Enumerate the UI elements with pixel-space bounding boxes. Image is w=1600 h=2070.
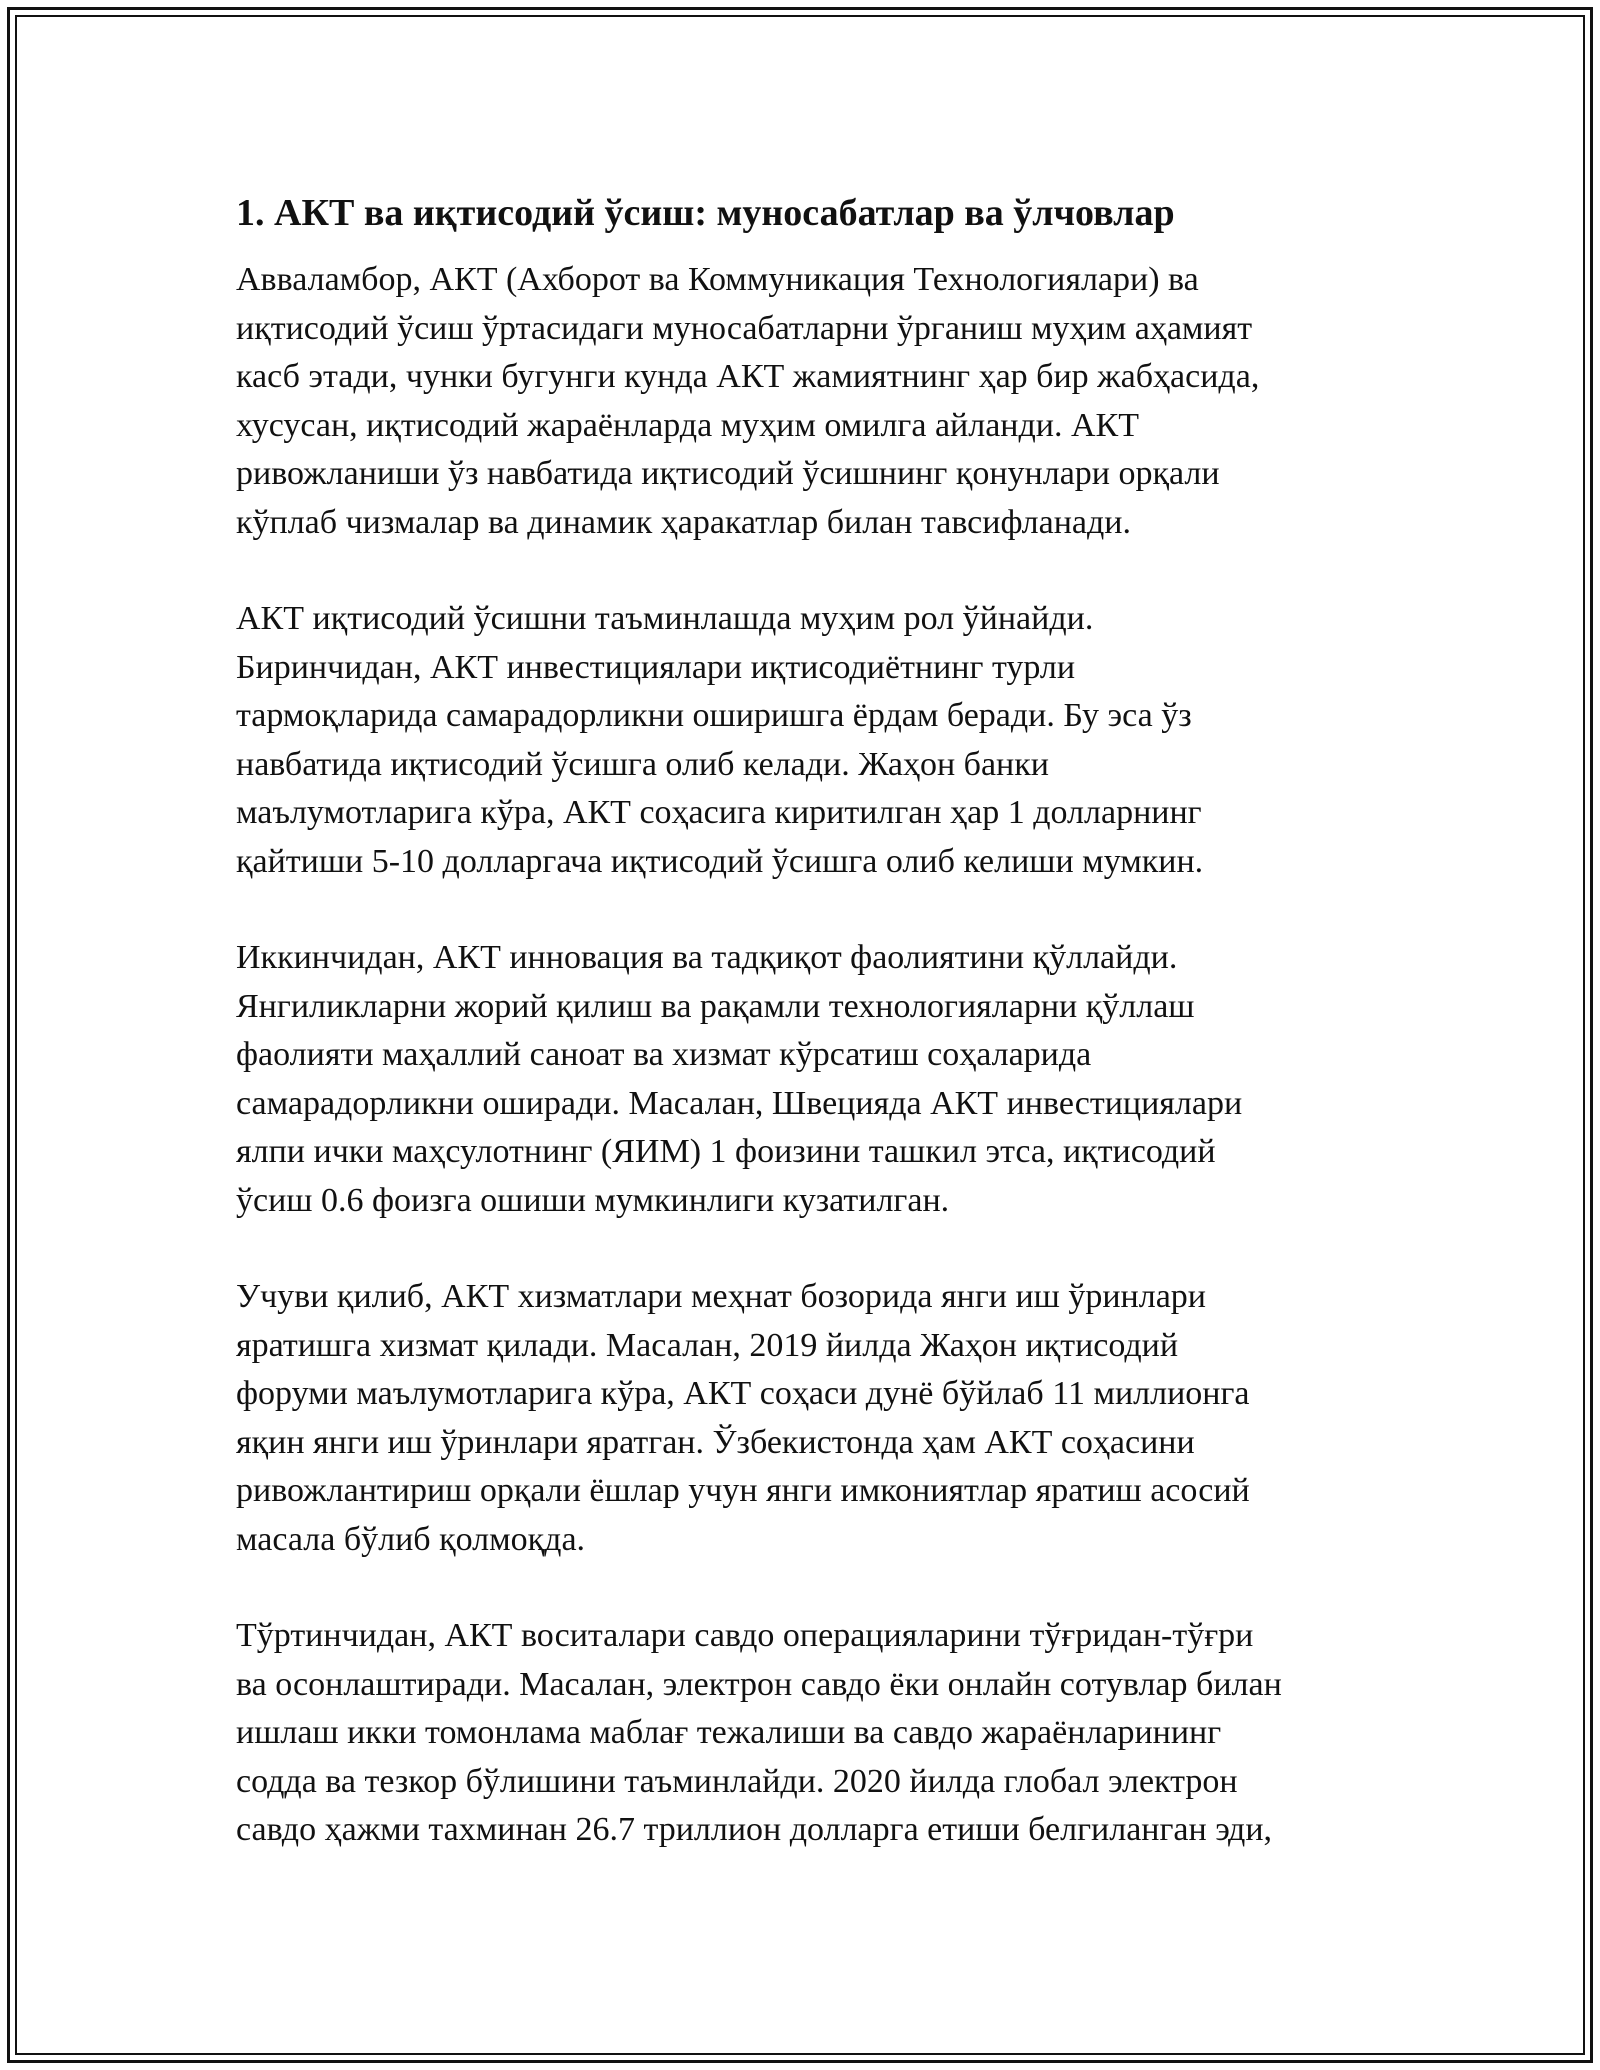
heading-spacer <box>236 238 1386 256</box>
text-line: масала бўлиб қолмоқда. <box>236 1520 586 1558</box>
text-line: яратишга хизмат қилади. Масалан, 2019 йилда Жаҳон иқтисодий <box>236 1326 1179 1364</box>
text-line: Иккинчидан, АКТ инновация ва тадқиқот фаолиятини қўллайди. <box>236 939 1178 976</box>
text-line: АКТ иқтисодий ўсишни таъминлашда муҳим рол ўйнайди. <box>236 600 1094 637</box>
text-line: иқтисодий ўсиш ўртасидаги муносабатларни ўрганиш муҳим аҳамият <box>236 309 1253 347</box>
text-line: Янгиликларни жорий қилиш ва рақамли технологияларни қўллаш <box>236 987 1195 1025</box>
paragraph-2 <box>236 595 1386 886</box>
text-line: касб этади, чунки бугунги кунда АКТ жамиятнинг ҳар бир жабҳасида, <box>236 358 1260 395</box>
text-line: Учуви қилиб, АКТ хизматлари меҳнат бозорида янги иш ўринлари <box>236 1278 1206 1315</box>
paragraph-5 <box>236 1612 1386 1855</box>
text-line: ялпи ички маҳсулотнинг (ЯИМ) 1 фоизини ташкил этса, иқтисодий <box>236 1133 1216 1170</box>
text-line: маълумотларига кўра, АКТ соҳасига киритилган ҳар 1 долларнинг <box>236 794 1202 831</box>
paragraph-1 <box>236 256 1386 547</box>
text-line: савдо ҳажми тахминан 26.7 триллион долларга етиши белгиланган эди, <box>236 1811 1273 1848</box>
paragraph-3 <box>236 934 1386 1225</box>
text-line: Тўртинчидан, АКТ воситалари савдо операцияларини тўғридан-тўғри <box>236 1617 1254 1654</box>
text-line: самарадорликни оширади. Масалан, Швецияда АКТ инвестициялари <box>236 1084 1243 1122</box>
text-line: навбатида иқтисодий ўсишга олиб келади. Жаҳон банки <box>236 745 1049 783</box>
text-line: Биринчидан, АКТ инвестициялари иқтисодиётнинг турли <box>236 648 1076 686</box>
text-line: қайтиши 5-10 долларгача иқтисодий ўсишга олиб келиши мумкин. <box>236 842 1204 880</box>
text-line: ишлаш икки томонлама маблағ тежалиши ва савдо жараёнларининг <box>236 1714 1222 1751</box>
text-line: яқин янги иш ўринлари яратган. Ўзбекистонда ҳам АКТ соҳасини <box>236 1423 1195 1461</box>
paragraph-4 <box>236 1273 1386 1564</box>
text-line: хусусан, иқтисодий жараёнларда муҳим омилга айланди. АКТ <box>236 406 1139 444</box>
text-line: фаолияти маҳаллий саноат ва хизмат кўрсатиш соҳаларида <box>236 1036 1092 1073</box>
text-line: ва осонлаштиради. Масалан, электрон савдо ёки онлайн сотувлар билан <box>236 1665 1282 1703</box>
text-line: содда ва тезкор бўлишини таъминлайди. 2020 йилда глобал электрон <box>236 1762 1238 1800</box>
text-line: тармоқларида самарадорликни оширишга ёрдам беради. Бу эса ўз <box>236 697 1192 734</box>
text-line: ривожлантириш орқали ёшлар учун янги имкониятлар яратиш асосий <box>236 1472 1250 1509</box>
text-line: ўсиш 0.6 фоизга ошиши мумкинлиги кузатилган. <box>236 1181 950 1219</box>
document-body <box>236 188 1386 1855</box>
text-line: ривожланиши ўз навбатида иқтисодий ўсишнинг қонунлари орқали <box>236 455 1220 492</box>
text-line: кўплаб чизмалар ва динамик ҳаракатлар билан тавсифланади. <box>236 503 1131 541</box>
text-line: Авваламбор, АКТ (Ахборот ва Коммуникация Технологиялари) ва <box>236 261 1199 298</box>
section-heading: 1. АКТ ва иқтисодий ўсиш: муносабатлар ва ўлчовлар <box>236 192 1175 234</box>
text-line: форуми маълумотларига кўра, АКТ соҳаси дунё бўйлаб 11 миллионга <box>236 1375 1250 1412</box>
